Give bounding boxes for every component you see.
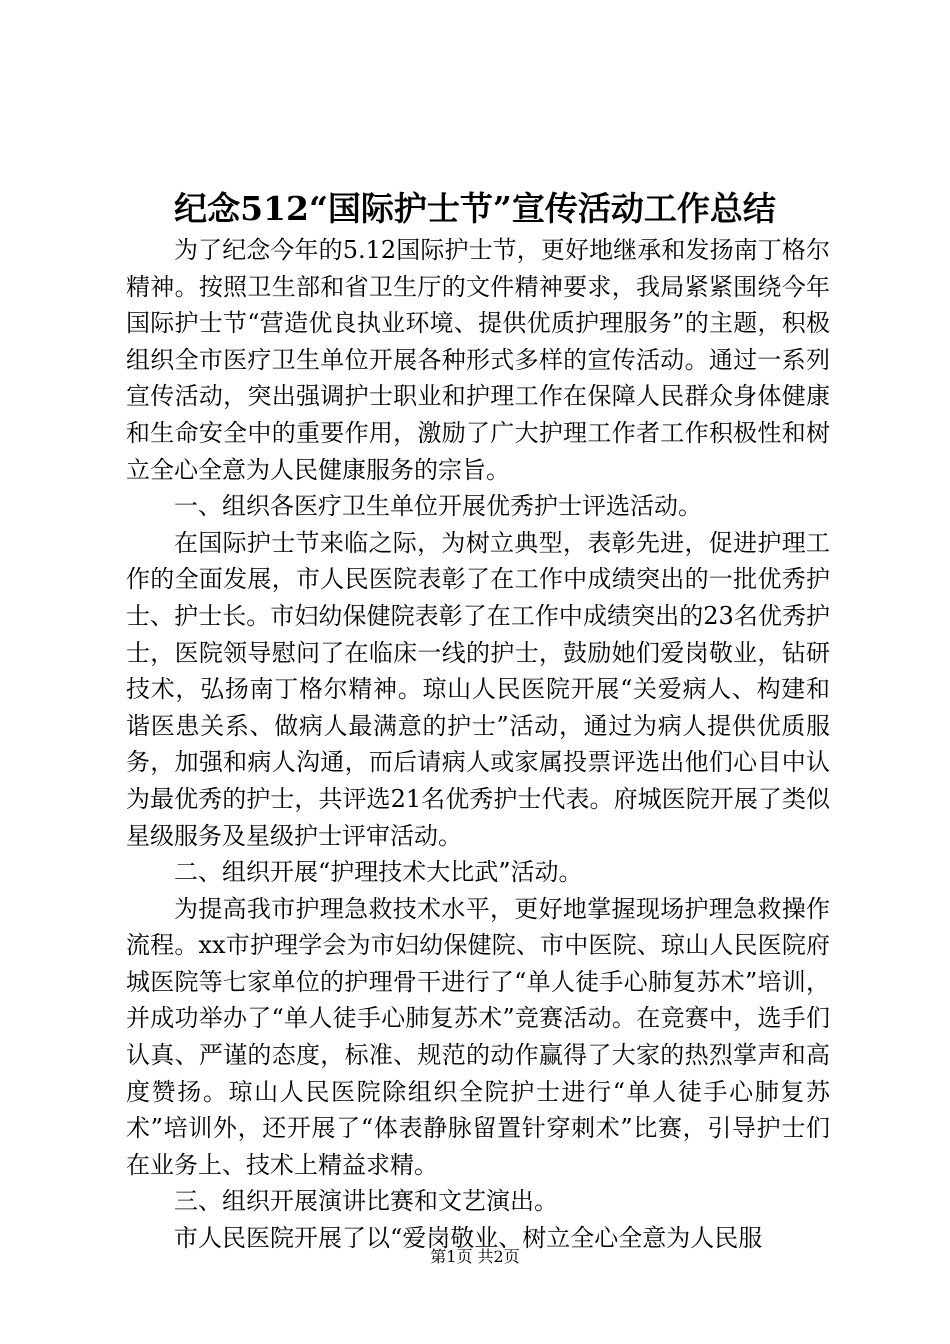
paragraph-intro: 为了纪念今年的5.12国际护士节，更好地继承和发扬南丁格尔精神。按照卫生部和省卫生厅的文件精神要求，我局紧紧围绕今年国际护士节“营造优良执业环境、提供优质护理服务”的主题，积极组织全市医疗卫生单位开展各种形式多样的宣传活动。通过一系列宣传活动，突出强调护士职业和护理工作在保障人民群众身体健康和生命安全中的重要作用，激励了广大护理工作者工作积极性和树立全心全意为人民健康服务的宗旨。: [126, 236, 830, 484]
document-body: [126, 232, 830, 1257]
paragraph-section-2: 为提高我市护理急救技术水平，更好地掌握现场护理急救操作流程。xx市护理学会为市妇幼保健院、市中医院、琼山人民医院府城医院等七家单位的护理骨干进行了“单人徒手心肺复苏术”培训，并成功举办了“单人徒手心肺复苏术”竞赛活动。在竞赛中，选手们认真、严谨的态度，标准、规范的动作赢得了大家的热烈掌声和高度赞扬。琼山人民医院除组织全院护士进行“单人徒手心肺复苏术”培训外，还开展了“体表静脉留置针穿刺术”比赛，引导护士们在业务上、技术上精益求精。: [126, 894, 830, 1179]
section-heading-3: 三、组织开展演讲比赛和文艺演出。: [174, 1187, 558, 1216]
paragraph-section-1: 在国际护士节来临之际，为树立典型，表彰先进，促进护理工作的全面发展，市人民医院表彰了在工作中成绩突出的一批优秀护士、护士长。市妇幼保健院表彰了在工作中成绩突出的23名优秀护士，医院领导慰问了在临床一线的护士，鼓励她们爱岗敬业，钻研技术，弘扬南丁格尔精神。琼山人民医院开展“关爱病人、构建和谐医患关系、做病人最满意的护士”活动，通过为病人提供优质服务，加强和病人沟通，而后请病人或家属投票评选出他们心目中认为最优秀的护士，共评选21名优秀护士代表。府城医院开展了类似星级服务及星级护士评审活动。: [126, 528, 830, 850]
document-title: 纪念512“国际护士节”宣传活动工作总结: [174, 189, 776, 228]
page-footer: 第1页 共2页: [430, 1247, 520, 1266]
section-heading-2: 二、组织开展“护理技术大比武”活动。: [174, 858, 583, 887]
section-heading-1: 一、组织各医疗卫生单位开展优秀护士评选活动。: [174, 492, 702, 521]
paragraph-section-3: 市人民医院开展了以“爱岗敬业、树立全心全意为人民服: [174, 1224, 763, 1253]
